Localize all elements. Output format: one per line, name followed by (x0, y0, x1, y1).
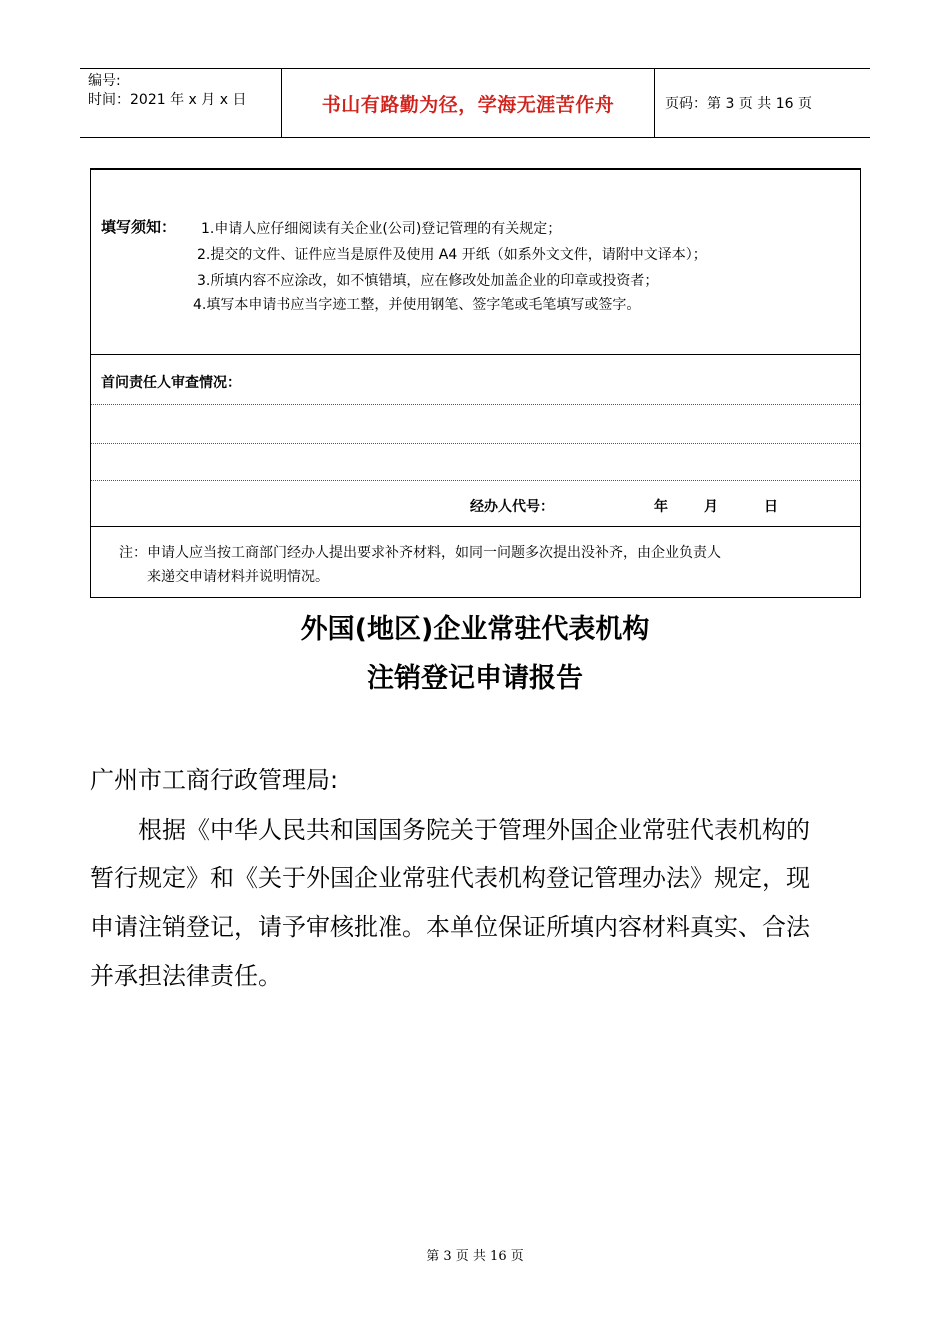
note-line: 注：申请人应当按工商部门经办人提出要求补齐材料，如同一问题多次提出没补齐，由企业负责人 (119, 545, 721, 561)
agent-sign-label: 经办人代号： (470, 499, 554, 515)
month-label: 月 (704, 499, 718, 515)
body-paragraph-line: 根据《中华人民共和国国务院关于管理外国企业常驻代表机构的 (138, 816, 810, 844)
header-motto: 书山有路勤为径，学海无涯苦作舟 (282, 69, 655, 137)
document-title: 外国(地区)企业常驻代表机构 (300, 614, 650, 645)
time-label: 时间：2021 年 x 月 x 日 (88, 92, 247, 108)
document-subtitle: 注销登记申请报告 (367, 663, 583, 694)
filling-instructions (91, 170, 860, 355)
dotted-divider (91, 443, 860, 444)
year-label: 年 (654, 499, 668, 515)
header-meta (80, 69, 282, 137)
page-footer: 第 3 页 共 16 页 (426, 1249, 524, 1264)
instructions-heading: 填写须知： (101, 218, 177, 236)
day-label: 日 (764, 499, 778, 515)
instruction-item: 4.填写本申请书应当字迹工整，并使用钢笔、签字笔或毛笔填写或签字。 (193, 297, 641, 313)
form-note (91, 526, 860, 600)
addressee: 广州市工商行政管理局: (90, 766, 339, 794)
body-paragraph-line: 并承担法律责任。 (90, 962, 282, 990)
dotted-divider (91, 480, 860, 481)
page-header (80, 68, 870, 138)
instruction-item: 2.提交的文件、证件应当是原件及使用 A4 开纸（如系外文文件，请附中文译本）； (197, 247, 707, 263)
body-paragraph-line: 暂行规定》和《关于外国企业常驻代表机构登记管理办法》规定，现 (90, 864, 810, 892)
review-section (91, 354, 860, 527)
instruction-item: 3.所填内容不应涂改，如不慎错填，应在修改处加盖企业的印章或投资者； (197, 273, 659, 289)
instruction-item: 1.申请人应仔细阅读有关企业(公司)登记管理的有关规定； (201, 221, 562, 237)
number-label: 编号: (88, 73, 121, 89)
review-title: 首问责任人审查情况： (101, 375, 241, 391)
body-paragraph-line: 申请注销登记，请予审核批准。本单位保证所填内容材料真实、合法 (90, 913, 810, 941)
dotted-divider (91, 404, 860, 405)
application-form-box (90, 168, 861, 598)
note-line: 来递交申请材料并说明情况。 (147, 569, 329, 585)
header-page-info: 页码：第 3 页 共 16 页 (665, 96, 812, 112)
